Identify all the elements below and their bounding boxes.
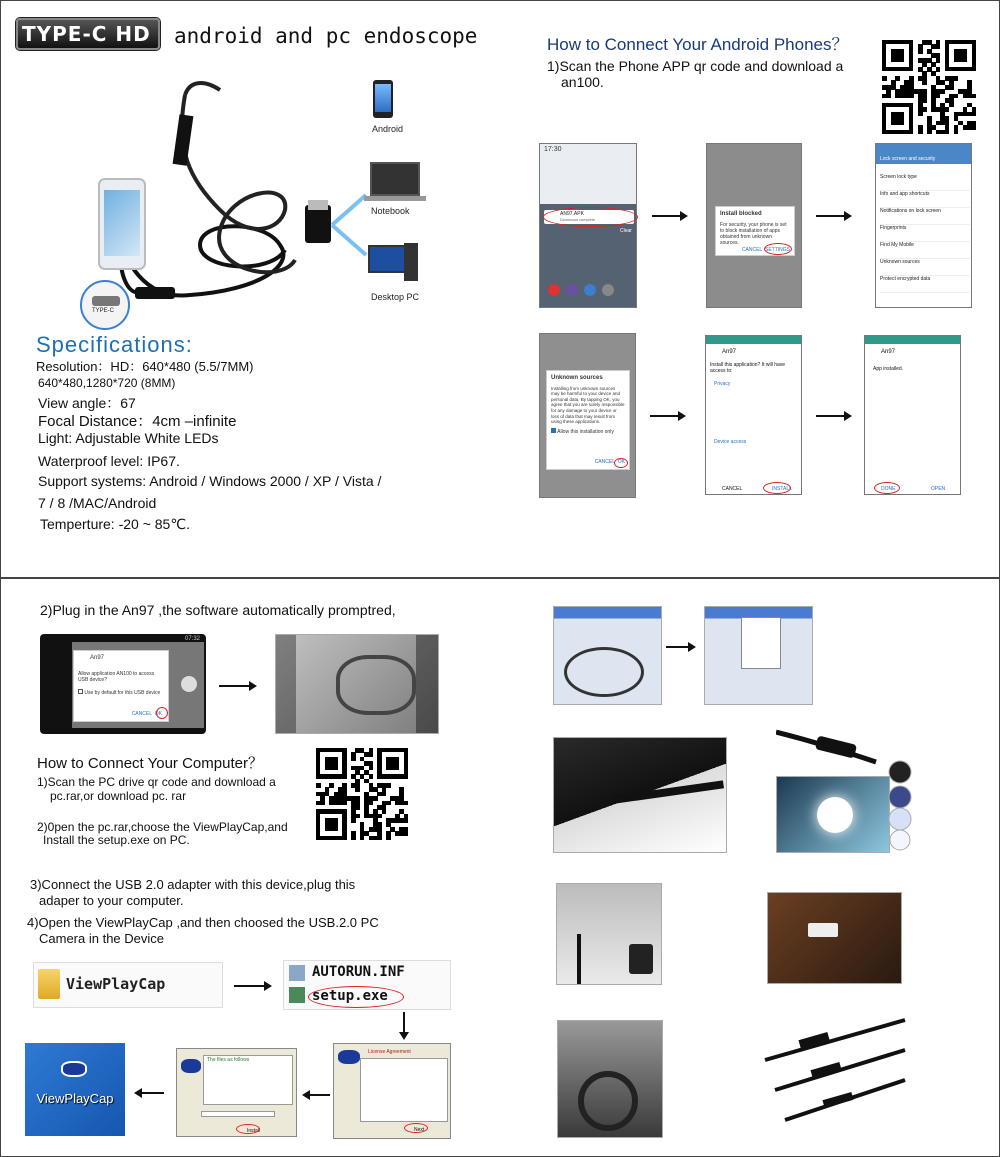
s2-body: For security, your phone is set to block installation of apps obtained from unknown sources. <box>720 221 787 247</box>
s5-app: An97 <box>722 349 737 355</box>
android-connect-title: How to Connect Your Android Phones？ <box>547 35 849 54</box>
s3-item: Fingerprints <box>880 225 970 242</box>
photo-manhole-inspection <box>557 1020 663 1138</box>
desktop-shortcut[interactable] <box>25 1043 125 1136</box>
install-highlight <box>236 1124 260 1134</box>
s1-time: 17:30 <box>544 146 562 153</box>
s5-q: Install this application? It will have access to: <box>710 362 786 374</box>
usb-c-connector-zoom <box>80 280 130 330</box>
spec-line: 640*480,1280*720 (8MM) <box>38 376 176 390</box>
files-window <box>176 1048 297 1137</box>
viewplaycap-app-icon <box>61 1061 87 1077</box>
spec-line: Light: Adjustable White LEDs <box>38 430 219 446</box>
s3-item: Find My Mobile <box>880 242 970 259</box>
pc-connect-title: How to Connect Your Computer？ <box>37 755 263 772</box>
screenshot-lock-screen-settings <box>875 143 972 308</box>
s6-msg: App installed. <box>873 366 904 372</box>
desktop-monitor-icon <box>368 245 406 273</box>
step2-text: 2)Plug in the An97 ,the software automatically promptred, <box>40 602 396 618</box>
spec-line: Support systems: Android / Windows 2000 / XP / Vista / <box>38 473 382 489</box>
pc-step3: 3)Connect the USB 2.0 adapter with this device,plug this <box>30 877 356 892</box>
s4-body: Installing from unknown sources may be harmful to your device and personal data. By tapping OK, you agree that you are solely responsible for any damage to your device or loss of data that may result from using these applications. <box>551 385 625 425</box>
status-time: 07:32 <box>185 636 201 642</box>
s5-install: INSTALL <box>772 486 792 492</box>
arrow-files-installer <box>403 1012 405 1038</box>
android-phone-image <box>98 178 146 270</box>
s3-item: Protect encrypted data <box>880 276 970 293</box>
pc-step2-cont: Install the setup.exe on PC. <box>43 833 190 847</box>
desktop-label: Desktop PC <box>371 292 420 302</box>
autorun-file-icon <box>289 965 305 981</box>
spec-line: View angle：67 <box>38 395 136 411</box>
viewplaycap-folder <box>33 962 223 1008</box>
screenshot-install-permissions <box>705 335 802 495</box>
product-subtitle: android and pc endoscope <box>174 24 478 48</box>
setup-file[interactable]: setup.exe <box>312 988 388 1004</box>
s3-settings-list <box>880 174 970 293</box>
license-window <box>333 1043 451 1139</box>
s4-ok: OK <box>617 458 625 465</box>
pc-step3-cont: adaper to your computer. <box>39 893 184 908</box>
s4-cancel: CANCEL <box>594 458 615 465</box>
pc-step1-cont: pc.rar,or download pc. rar <box>50 789 187 803</box>
arrow-software <box>666 646 694 648</box>
type-c-badge-label: TYPE-C HD <box>22 22 151 46</box>
s2-highlight <box>764 243 792 255</box>
license-next-highlight <box>404 1123 428 1133</box>
usb-plug <box>308 200 328 210</box>
photo-car-inspection <box>556 883 662 985</box>
arrow-dialog-camera <box>219 685 255 687</box>
setup-highlight <box>308 986 404 1008</box>
s1-highlight <box>543 207 638 227</box>
arrow-s2-s3 <box>816 215 850 217</box>
photo-laptop-usb <box>553 737 727 853</box>
pc-driver-qr-code <box>316 748 408 840</box>
dialog-ok: OK <box>154 710 162 717</box>
dialog-cancel: CANCEL <box>131 710 152 717</box>
dialog-check: Use by default for this USB device <box>84 690 161 696</box>
s3-item: Unknown sources <box>880 259 970 276</box>
led-brightness-circles <box>776 722 916 852</box>
pc-step4: 4)Open the ViewPlayCap ,and then choosed the USB.2.0 PC <box>27 915 379 930</box>
spec-line: Temperture: -20 ~ 85℃. <box>40 516 190 532</box>
dialog-q: Allow application AN100 to access USB device? <box>78 670 155 683</box>
software-screenshot-2 <box>704 606 813 705</box>
usb-adapter-image <box>305 205 331 243</box>
android-label: Android <box>372 124 404 134</box>
license-title: License Agreement <box>368 1049 411 1055</box>
s1-clear: Clear <box>620 228 632 234</box>
arrow-files-desktop <box>136 1092 164 1094</box>
arrow-s5-s6 <box>816 415 850 417</box>
usb-permission-screenshot <box>40 634 206 734</box>
photo-pipe-inspection <box>767 892 902 984</box>
spec-line: 7 / 8 /MAC/Android <box>38 495 157 511</box>
s5-highlight <box>763 482 791 494</box>
folder-label: ViewPlayCap <box>66 975 166 993</box>
s5-privacy: Privacy <box>714 381 731 387</box>
s1-sub: Download complete <box>560 217 596 222</box>
files-title: The files as follows <box>207 1057 250 1063</box>
usb-c-label: TYPE-C <box>92 308 115 314</box>
camera-view-screenshot <box>275 634 439 734</box>
notebook-base <box>364 196 426 201</box>
s6-done: DONE <box>881 486 896 492</box>
screenshot-app-installed <box>864 335 961 495</box>
pc-step4-cont: Camera in the Device <box>39 931 164 946</box>
license-next: Next <box>414 1127 425 1133</box>
desktop-icon-label: ViewPlayCap <box>36 1091 114 1106</box>
autorun-file: AUTORUN.INF <box>312 964 405 980</box>
s6-app: An97 <box>881 349 896 355</box>
notebook-label: Notebook <box>371 206 410 216</box>
s2-cancel: CANCEL <box>741 246 763 253</box>
screenshot-install-blocked <box>706 143 802 308</box>
s6-open: OPEN <box>931 486 946 492</box>
endoscope-cables <box>755 1010 915 1130</box>
s4-highlight <box>614 458 628 468</box>
s5-cancel: CANCEL <box>722 486 743 492</box>
s3-item: Info and app shortcuts <box>880 191 970 208</box>
s6-highlight <box>874 482 900 494</box>
connection-lines <box>330 180 370 270</box>
screenshot-unknown-sources <box>539 333 636 498</box>
s3-item: Notifications on lock screen <box>880 208 970 225</box>
s1-notif: AN97.APK <box>560 211 584 217</box>
pc-step1: 1)Scan the PC drive qr code and download a <box>37 775 276 789</box>
dialog-ok-highlight <box>156 707 168 719</box>
software-screenshot-1 <box>553 606 662 705</box>
arrow-s4-s5 <box>650 415 684 417</box>
s3-header: Lock screen and security <box>880 156 936 162</box>
s2-settings: SETTINGS <box>764 246 790 253</box>
android-device-icon <box>373 80 393 118</box>
s2-title: Install blocked <box>720 211 762 217</box>
arrow-license-files <box>304 1094 330 1096</box>
pc-step2: 2)0pen the pc.rar,choose the ViewPlayCap,and <box>37 820 288 834</box>
s4-title: Unknown sources <box>551 375 603 381</box>
spec-line: Waterproof level: IP67. <box>38 453 180 469</box>
s3-item: Screen lock type <box>880 174 970 191</box>
setup-file-icon <box>289 987 305 1003</box>
s4-check: Allow this installation only <box>557 428 614 435</box>
files-install: Install <box>247 1128 261 1134</box>
specs-title: Specifications: <box>36 332 193 357</box>
arrow-folder-files <box>234 985 270 987</box>
notebook-icon <box>370 162 420 196</box>
android-app-qr-code <box>882 40 976 134</box>
android-step1: 1)Scan the Phone APP qr code and download a <box>547 58 844 74</box>
spec-line: Resolution：HD：640*480 (5.5/7MM) <box>36 359 254 374</box>
arrow-s1-s2 <box>652 215 686 217</box>
spec-line: Focal Distance：4cm –infinite <box>38 413 237 430</box>
android-step1-cont: an100. <box>561 74 604 90</box>
s5-device: Device access <box>714 439 747 445</box>
folder-icon <box>38 969 60 999</box>
dialog-app: An97 <box>90 655 105 661</box>
desktop-tower-icon <box>404 243 418 281</box>
